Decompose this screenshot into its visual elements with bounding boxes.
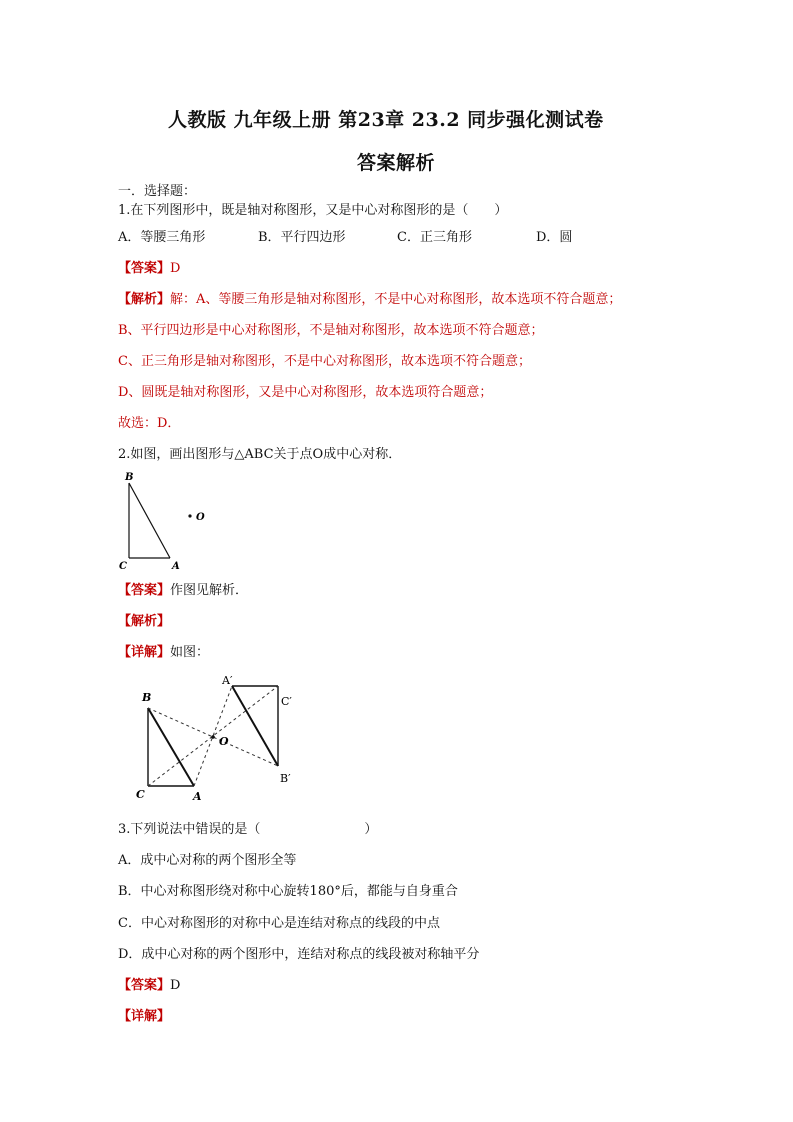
q3-detail-tag: 【详解】 xyxy=(118,1009,171,1024)
q1-option-b: B．平行四边形 xyxy=(258,230,346,245)
q3-option-b: B．中心对称图形绕对称中心旋转180°后，都能与自身重合 xyxy=(118,884,458,899)
q3-option-d: D．成中心对称的两个图形中，连结对称点的线段被对称轴平分 xyxy=(118,947,480,962)
q3-option-c: C．中心对称图形的对称中心是连结对称点的线段的中点 xyxy=(118,916,440,931)
fig2-label-a: A xyxy=(193,790,202,803)
q2-answer xyxy=(118,583,248,599)
fig1-label-c: C xyxy=(119,561,127,572)
q1-answer xyxy=(118,261,180,277)
fig1-label-b: B xyxy=(125,472,134,483)
q2-figure-solution xyxy=(130,670,310,805)
q2-detail-tag: 【详解】 xyxy=(118,645,171,660)
q2-detail xyxy=(118,645,209,661)
q1-option-c: C．正三角形 xyxy=(397,230,472,245)
q2-figure-triangle xyxy=(114,466,224,576)
q1-analysis xyxy=(118,292,621,308)
q1-conclusion: 故选：D． xyxy=(118,416,181,431)
q1-option-a: A．等腰三角形 xyxy=(118,230,206,245)
q1-answer-tag: 【答案】 xyxy=(118,261,171,276)
fig1-label-a: A xyxy=(172,561,180,572)
q1-analysis-tag: 【解析】 xyxy=(118,292,171,307)
q1-stem: 1.在下列图形中，既是轴对称图形，又是中心对称图形的是（ ） xyxy=(118,203,508,218)
q3-answer-tag: 【答案】 xyxy=(118,978,171,993)
q2-detail-text: 如图： xyxy=(170,645,210,660)
q3-option-a: A．成中心对称的两个图形全等 xyxy=(118,853,297,868)
q1-analysis-line-d: D、圆既是轴对称图形，又是中心对称图形，故本选项符合题意； xyxy=(118,385,493,400)
fig2-label-b-prime: B′ xyxy=(280,772,291,785)
fig1-side-ba xyxy=(129,483,170,558)
page-subtitle: 答案解析 xyxy=(357,152,436,174)
fig2-point-o xyxy=(211,735,215,739)
fig1-label-o: O xyxy=(196,512,205,523)
q2-analysis-tag: 【解析】 xyxy=(118,614,171,629)
section-heading: 一．选择题： xyxy=(118,184,197,199)
q2-answer-value: 作图见解析． xyxy=(170,583,249,598)
fig1-point-o xyxy=(188,514,191,517)
q2-stem: 2.如图，画出图形与△ABC关于点O成中心对称． xyxy=(118,447,402,462)
fig2-side-a1b1 xyxy=(232,686,278,766)
fig2-label-a-prime: A′ xyxy=(222,674,233,687)
q2-answer-tag: 【答案】 xyxy=(118,583,171,598)
q3-stem: 3.下列说法中错误的是（ ） xyxy=(118,822,378,837)
fig2-label-b: B xyxy=(142,691,152,704)
q1-option-d: D．圆 xyxy=(536,230,573,245)
q1-analysis-line-c: C、正三角形是轴对称图形，不是中心对称图形，故本选项不符合题意； xyxy=(118,354,531,369)
page-title: 人教版 九年级上册 第23章 23.2 同步强化测试卷 xyxy=(168,109,604,131)
fig2-label-c-prime: C′ xyxy=(281,695,292,708)
q1-answer-value: D xyxy=(170,261,181,276)
q1-analysis-line-b: B、平行四边形是中心对称图形，不是轴对称图形，故本选项不符合题意； xyxy=(118,323,544,338)
q1-analysis-first: 解：A、等腰三角形是轴对称图形，不是中心对称图形，故本选项不符合题意； xyxy=(170,292,622,307)
fig2-side-ba xyxy=(148,708,194,786)
fig2-label-c: C xyxy=(136,788,145,801)
fig2-label-o: O xyxy=(219,735,229,748)
q3-answer-value: D xyxy=(170,978,181,993)
q3-answer xyxy=(118,978,180,994)
